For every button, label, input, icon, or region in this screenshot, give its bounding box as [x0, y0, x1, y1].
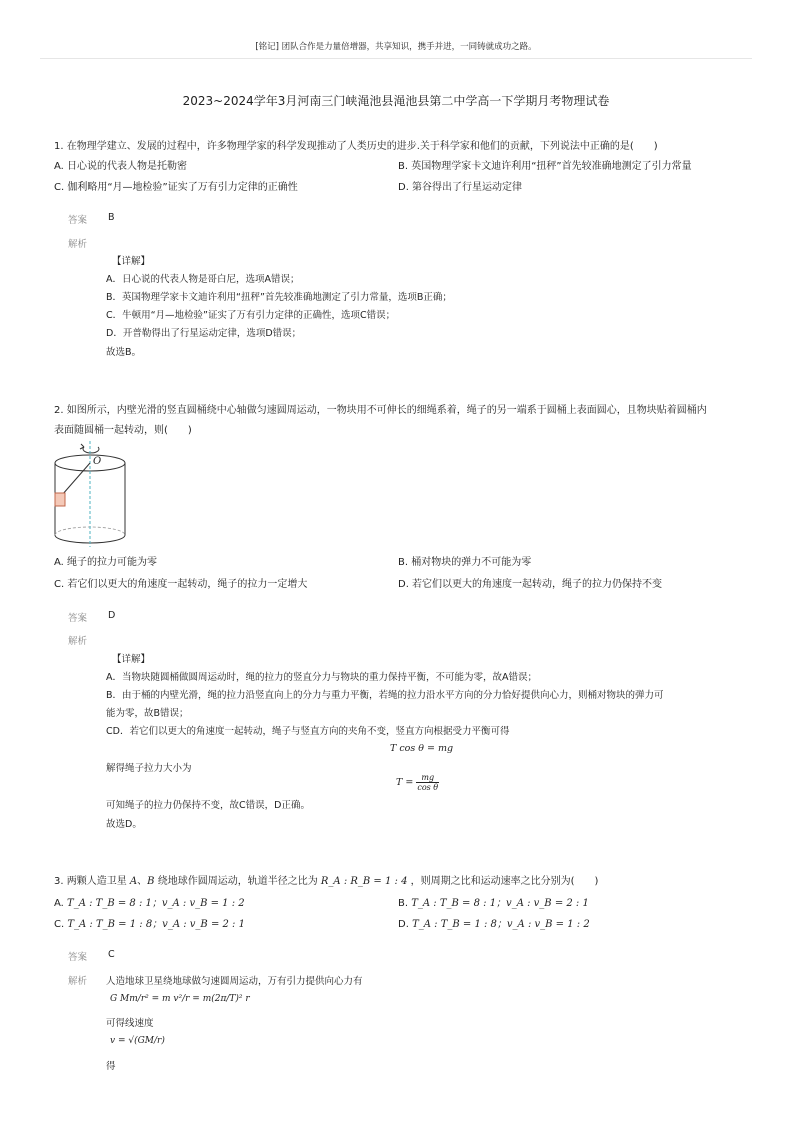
- question-1-stem: 1. 在物理学建立、发展的过程中，许多物理学家的科学发现推动了人类历史的进步.关于科学家和他们的贡献，下列说法中正确的是( ): [54, 141, 658, 152]
- question-2-option-c: C. 若它们以更大的角速度一起转动，绳子的拉力一定增大: [54, 579, 308, 590]
- block: [55, 493, 65, 506]
- question-3-option-d: D. T_A : T_B = 1 : 8；v_A : v_B = 1 : 2: [398, 919, 590, 930]
- question-3-analysis-label: 解析: [68, 976, 88, 987]
- question-1-option-c: C. 伽利略用“月—地检验”证实了万有引力定律的正确性: [54, 182, 298, 193]
- question-3-option-a: A. T_A : T_B = 8 : 1；v_A : v_B = 1 : 2: [54, 898, 245, 909]
- question-3-explanation-line: 人造地球卫星绕地球做匀速圆周运动，万有引力提供向心力有: [106, 976, 363, 987]
- question-3-option-c: C. T_A : T_B = 1 : 8；v_A : v_B = 2 : 1: [54, 919, 245, 930]
- question-3-equation-2: v = √(GM/r): [110, 1036, 165, 1046]
- question-2-explanation-line: 解得绳子拉力大小为: [106, 763, 192, 774]
- question-2-stem: 2. 如图所示，内壁光滑的竖直圆桶绕中心轴做匀速圆周运动，一物块用不可伸长的细绳系着，绳子的另一端系于圆桶上表面圆心，且物块贴着圆桶内: [54, 405, 707, 416]
- question-3-option-b: B. T_A : T_B = 8 : 1；v_A : v_B = 2 : 1: [398, 898, 589, 909]
- cylinder-figure: [48, 437, 134, 550]
- question-1-answer: B: [108, 212, 115, 223]
- question-2-answer-label: 答案: [68, 613, 88, 624]
- page-title: 2023~2024学年3月河南三门峡渑池县渑池县第二中学高一下学期月考物理试卷: [182, 94, 610, 108]
- question-3-stem: 3. 两颗人造卫星 A、B 绕地球作圆周运动，轨道半径之比为 R_A : R_B = 1 : 4 ，则周期之比和运动速率之比分别为( ): [54, 876, 599, 887]
- question-3-equation-1: G Mm/r² = m v²/r = m(2π/T)² r: [110, 994, 250, 1004]
- question-1-explanation-line: 故选B。: [106, 347, 142, 358]
- header-divider: [40, 58, 752, 59]
- page-header-notice: [铭记] 团队合作是力量倍增器，共享知识，携手并进，一同铸就成功之路。: [255, 42, 537, 52]
- question-1-explanation-line: D．开普勒得出了行星运动定律，选项D错误；: [106, 328, 302, 339]
- point-o-label: O: [93, 456, 102, 467]
- question-3-explanation-line: 可得线速度: [106, 1018, 154, 1029]
- question-2-explanation-line: 能为零，故B错误；: [106, 708, 189, 719]
- question-1-explanation-heading: 【详解】: [112, 256, 151, 267]
- question-2-answer: D: [108, 610, 116, 621]
- question-1-explanation-line: A．日心说的代表人物是哥白尼，选项A错误；: [106, 274, 300, 285]
- question-2-option-b: B. 桶对物块的弹力不可能为零: [398, 557, 532, 568]
- question-1-option-a: A. 日心说的代表人物是托勒密: [54, 161, 188, 172]
- rotation-arrow-icon: [83, 447, 99, 453]
- question-1-explanation-line: C．牛顿用“月—地检验”证实了万有引力定律的正确性，选项C错误；: [106, 310, 396, 321]
- question-2-equation-1: T cos θ = mg: [390, 743, 454, 754]
- question-2-option-d: D. 若它们以更大的角速度一起转动，绳子的拉力仍保持不变: [398, 579, 663, 590]
- question-2-explanation-line: A．当物块随圆桶做圆周运动时，绳的拉力的竖直分力与物块的重力保持平衡，不可能为零，故A错误；: [106, 672, 537, 683]
- question-1-option-d: D. 第谷得出了行星运动定律: [398, 182, 523, 193]
- question-2-explanation-line: B．由于桶的内壁光滑，绳的拉力沿竖直向上的分力与重力平衡，若绳的拉力沿水平方向的分力恰好提供向心力，则桶对物块的弹力可: [106, 690, 664, 701]
- question-1-analysis-label: 解析: [68, 239, 88, 250]
- question-2-stem-cont: 表面随圆桶一起转动，则( ): [54, 425, 192, 436]
- question-2-explanation-line: 故选D。: [106, 819, 142, 830]
- question-1-explanation-line: B．英国物理学家卡文迪许利用“扭秤”首先较准确地测定了引力常量，选项B正确；: [106, 292, 452, 303]
- question-2-equation-2: T = $\frac{mg}{\text{cos θ}}$: [396, 773, 439, 792]
- question-2-option-a: A. 绳子的拉力可能为零: [54, 557, 158, 568]
- question-1-option-b: B. 英国物理学家卡文迪许利用“扭秤”首先较准确地测定了引力常量: [398, 161, 692, 172]
- question-2-explanation-line: 可知绳子的拉力仍保持不变，故C错误，D正确。: [106, 800, 310, 811]
- rope: [62, 463, 90, 495]
- question-3-explanation-line: 得: [106, 1061, 116, 1072]
- question-2-explanation-heading: 【详解】: [112, 654, 151, 665]
- question-3-answer-label: 答案: [68, 952, 88, 963]
- question-2-analysis-label: 解析: [68, 636, 88, 647]
- question-1-answer-label: 答案: [68, 215, 88, 226]
- question-2-explanation-line: CD．若它们以更大的角速度一起转动，绳子与竖直方向的夹角不变，竖直方向根据受力平衡可得: [106, 726, 510, 737]
- question-3-answer: C: [108, 949, 115, 960]
